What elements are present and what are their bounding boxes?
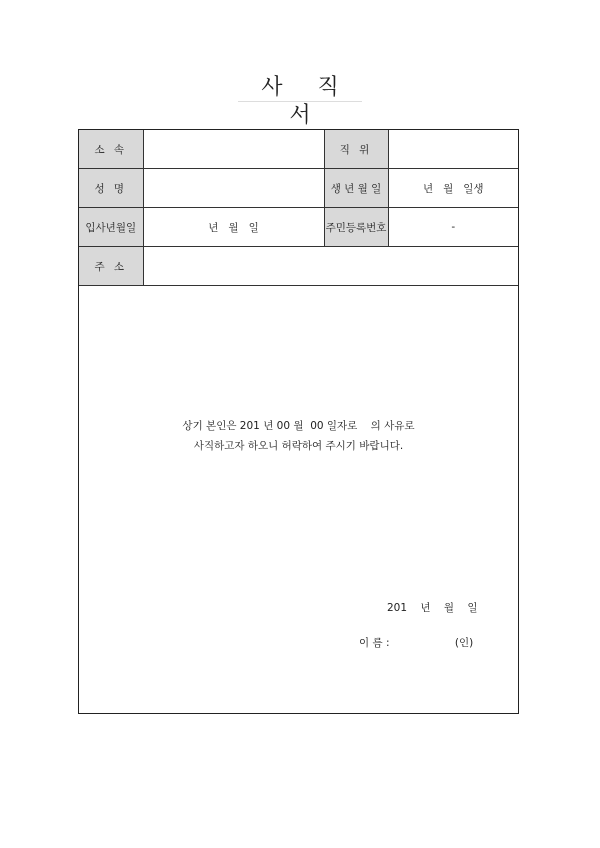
table-row bbox=[79, 247, 518, 286]
statement-line-1: 상기 본인은 201 년 00 월 00 일자로 의 사유로 bbox=[182, 420, 415, 432]
statement bbox=[79, 416, 518, 456]
statement-area bbox=[79, 286, 518, 714]
join-date-label: 입사년월일 bbox=[79, 208, 143, 247]
position-field[interactable] bbox=[388, 130, 518, 169]
position-label: 직 위 bbox=[324, 130, 388, 169]
department-field[interactable] bbox=[143, 130, 324, 169]
signature-line bbox=[359, 635, 473, 650]
join-date-field[interactable]: 년 월 일 bbox=[143, 208, 324, 247]
department-label: 소 속 bbox=[79, 130, 143, 169]
page-title: 사 직 서 bbox=[238, 74, 362, 102]
name-field[interactable] bbox=[143, 169, 324, 208]
name-label: 성 명 bbox=[79, 169, 143, 208]
table-row bbox=[79, 169, 518, 208]
statement-line-2: 사직하고자 하오니 허락하여 주시기 바랍니다. bbox=[193, 440, 404, 452]
resident-number-label: 주민등록번호 bbox=[324, 208, 388, 247]
info-table bbox=[79, 130, 518, 286]
birthdate-label: 생 년 월 일 bbox=[324, 169, 388, 208]
signature-name-label: 이 름 : bbox=[359, 637, 390, 649]
address-field[interactable] bbox=[143, 247, 518, 286]
date-line: 201 년 월 일 bbox=[387, 602, 478, 614]
birthdate-field[interactable]: 년 월 일생 bbox=[388, 169, 518, 208]
table-row bbox=[79, 130, 518, 169]
resignation-form bbox=[78, 129, 519, 714]
resident-number-field[interactable]: - bbox=[388, 208, 518, 247]
seal-mark: (인) bbox=[454, 637, 474, 649]
address-label: 주 소 bbox=[79, 247, 143, 286]
table-row bbox=[79, 208, 518, 247]
